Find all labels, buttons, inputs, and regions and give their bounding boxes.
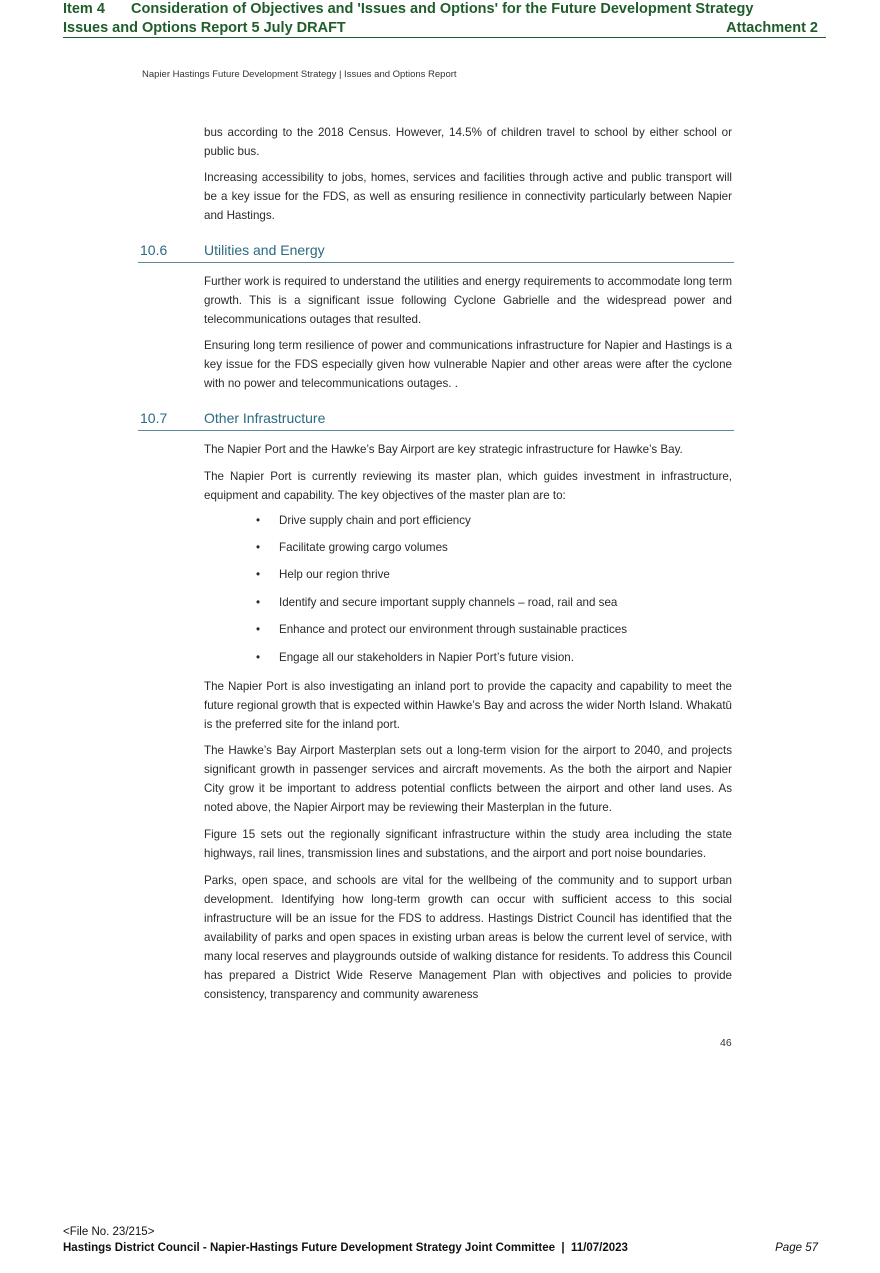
- section-title: Utilities and Energy: [204, 242, 325, 258]
- document-header: [63, 0, 818, 38]
- committee-name: Hastings District Council - Napier-Hastings Future Development Strategy Joint Committee: [63, 1242, 556, 1254]
- list-item: • Drive supply chain and port efficiency: [256, 514, 471, 527]
- paragraph: bus according to the 2018 Census. However, 14.5% of children travel to school by either school or public bus.: [204, 126, 732, 158]
- meeting-date: 11/07/2023: [571, 1242, 628, 1254]
- section-number: 10.6: [140, 242, 168, 258]
- paragraph: Parks, open space, and schools are vital for the wellbeing of the community and to support urban development. Identifying how long-term growth can occur with sufficient access to this social infrastructure will be an issue for the FDS to address. Hastings District Council has identified that the availability of parks and open spaces in existing urban areas is below the current level of service, with many local reserves and playgrounds outside of walking distance for residents. To address this Council has prepared a District Wide Reserve Management Plan with objectives and policies to provide consistency, transparency and community awareness: [204, 874, 732, 1001]
- section-number: 10.7: [140, 410, 168, 426]
- report-title: Issues and Options Report 5 July DRAFT: [63, 20, 346, 36]
- paragraph: Further work is required to understand the utilities and energy requirements to accommodate long term growth. This is a significant issue following Cyclone Gabrielle and the widespread power and telecommunications outages that resulted.: [204, 275, 732, 326]
- list-item: • Help our region thrive: [256, 568, 390, 581]
- paragraph: The Napier Port is currently reviewing its master plan, which guides investment in infrastructure, equipment and capability. The key objectives of the master plan are to:: [204, 470, 732, 502]
- bullet-icon: •: [256, 541, 261, 554]
- header-divider: [63, 37, 826, 38]
- section-heading-10-7: [138, 408, 734, 431]
- document-footer: [63, 1224, 818, 1256]
- item-label: Item 4: [63, 1, 105, 17]
- bullet-icon: •: [256, 514, 261, 527]
- bullet-icon: •: [256, 596, 261, 609]
- paragraph: Ensuring long term resilience of power and communications infrastructure for Napier and Hastings is a key issue for the FDS especially given how vulnerable Napier and other areas were after the cyclone with no power and telecommunications outages. .: [204, 339, 732, 390]
- footer-committee-line: [63, 1240, 628, 1256]
- page-number: 46: [720, 1037, 732, 1049]
- file-number: <File No. 23/215>: [63, 1226, 155, 1238]
- header-item: [63, 0, 753, 19]
- bullet-icon: •: [256, 623, 261, 636]
- list-item: • Facilitate growing cargo volumes: [256, 541, 448, 554]
- bullet-icon: •: [256, 568, 261, 581]
- section-title: Other Infrastructure: [204, 410, 326, 426]
- list-item: • Identify and secure important supply channels – road, rail and sea: [256, 596, 618, 609]
- paragraph: Figure 15 sets out the regionally significant infrastructure within the study area including the state highways, rail lines, transmission lines and substations, and the airport and port noise boundaries.: [204, 828, 732, 860]
- footer-separator: |: [561, 1242, 565, 1254]
- paragraph: Increasing accessibility to jobs, homes, services and facilities through active and public transport will be a key issue for the FDS, as well as ensuring resilience in connectivity particularly between Napier and Hastings.: [204, 171, 732, 222]
- section-heading-10-6: [138, 240, 734, 263]
- header-row-1: [63, 0, 818, 19]
- footer-page: Page 57: [775, 1242, 818, 1254]
- attachment-label: Attachment 2: [726, 20, 818, 36]
- paragraph: The Napier Port is also investigating an inland port to provide the capacity and capability to meet the future regional growth that is expected within Hawke’s Bay and across the wider North Island. Whakatū is the preferred site for the inland port.: [204, 680, 732, 731]
- running-header: Napier Hastings Future Development Strategy | Issues and Options Report: [142, 69, 457, 80]
- paragraph: The Napier Port and the Hawke’s Bay Airport are key strategic infrastructure for Hawke’s Bay.: [204, 443, 683, 456]
- header-row-2: [63, 19, 818, 38]
- footer-row: [63, 1240, 818, 1256]
- item-title: Consideration of Objectives and 'Issues and Options' for the Future Development Strategy: [131, 1, 754, 17]
- list-item: • Enhance and protect our environment through sustainable practices: [256, 623, 628, 636]
- bullet-icon: •: [256, 651, 261, 664]
- paragraph: The Hawke’s Bay Airport Masterplan sets out a long-term vision for the airport to 2040, and projects significant growth in passenger services and aircraft movements. As the both the airport and Napier City grow it be important to address potential conflicts between the airport and other land uses. As noted above, the Napier Airport may be reviewing their Masterplan in the future.: [204, 744, 732, 814]
- list-item: • Engage all our stakeholders in Napier Port’s future vision.: [256, 651, 574, 664]
